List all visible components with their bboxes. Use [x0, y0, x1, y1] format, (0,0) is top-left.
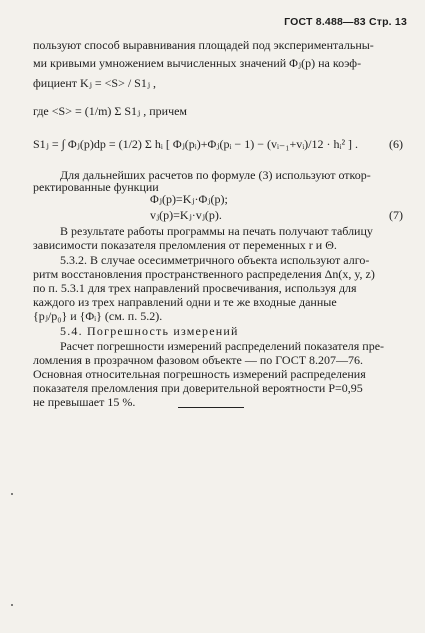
text-line: фициент Kⱼ = <S> / S1ⱼ ,: [33, 76, 157, 90]
text-line: зависимости показателя преломления от переменных r и Θ.: [33, 238, 337, 252]
text-line: по п. 5.3.1 для трех направлений просвечивания, используя для: [33, 281, 357, 295]
text-line: Основная относительная погрешность измерений распределения: [33, 367, 366, 381]
formula-7-line-1: Φⱼ(p)=Kⱼ·Φⱼ(p);: [150, 192, 228, 206]
scan-speck: [11, 604, 13, 606]
text-line: В результате работы программы на печать получают таблицу: [60, 224, 373, 238]
text-line: показателя преломления при доверительной вероятности P=0,95: [33, 381, 363, 395]
text-line: Расчет погрешности измерений распределений показателя пре-: [60, 339, 385, 353]
page-header: ГОСТ 8.488—83 Стр. 13: [284, 16, 407, 28]
equation-number-7: (7): [389, 208, 403, 222]
text-line: ломления в прозрачном фазовом объекте — по ГОСТ 8.207—76.: [33, 353, 364, 367]
text-line: Для дальнейших расчетов по формуле (3) используют откор-: [60, 168, 371, 182]
text-line: пользуют способ выравнивания площадей под экспериментальны-: [33, 38, 374, 52]
text-line: где <S> = (1/m) Σ S1ⱼ , причем: [33, 104, 188, 118]
text-line: ректированные функции: [33, 180, 159, 194]
text-line: ритм восстановления пространственного распределения Δn(x, y, z): [33, 267, 375, 281]
section-heading: 5.4. Погрешность измерений: [60, 324, 239, 338]
text-line: не превышает 15 %.: [33, 395, 136, 409]
scan-speck: [11, 493, 13, 495]
equation-number-6: (6): [389, 137, 403, 151]
formula-6: S1ⱼ = ∫ Φⱼ(p)dp = (1/2) Σ hᵢ [ Φⱼ(pᵢ)+Φⱼ(pᵢ − 1) − (vᵢ₋₁+vᵢ)/12 · hᵢ² ] .: [33, 137, 359, 151]
text-line: 5.3.2. В случае осесимметричного объекта используют алго-: [60, 253, 370, 267]
text-line: ми кривыми умножением вычисленных значений Φⱼ(p) на коэф-: [33, 56, 362, 70]
end-rule: [178, 407, 244, 408]
text-line: каждого из трех направлений одни и те же входные данные: [33, 295, 337, 309]
formula-7-line-2: vⱼ(p)=Kⱼ·vⱼ(p).: [150, 208, 222, 222]
text-line: {pⱼ/p₀} и {Φᵢ} (см. п. 5.2).: [33, 309, 163, 323]
